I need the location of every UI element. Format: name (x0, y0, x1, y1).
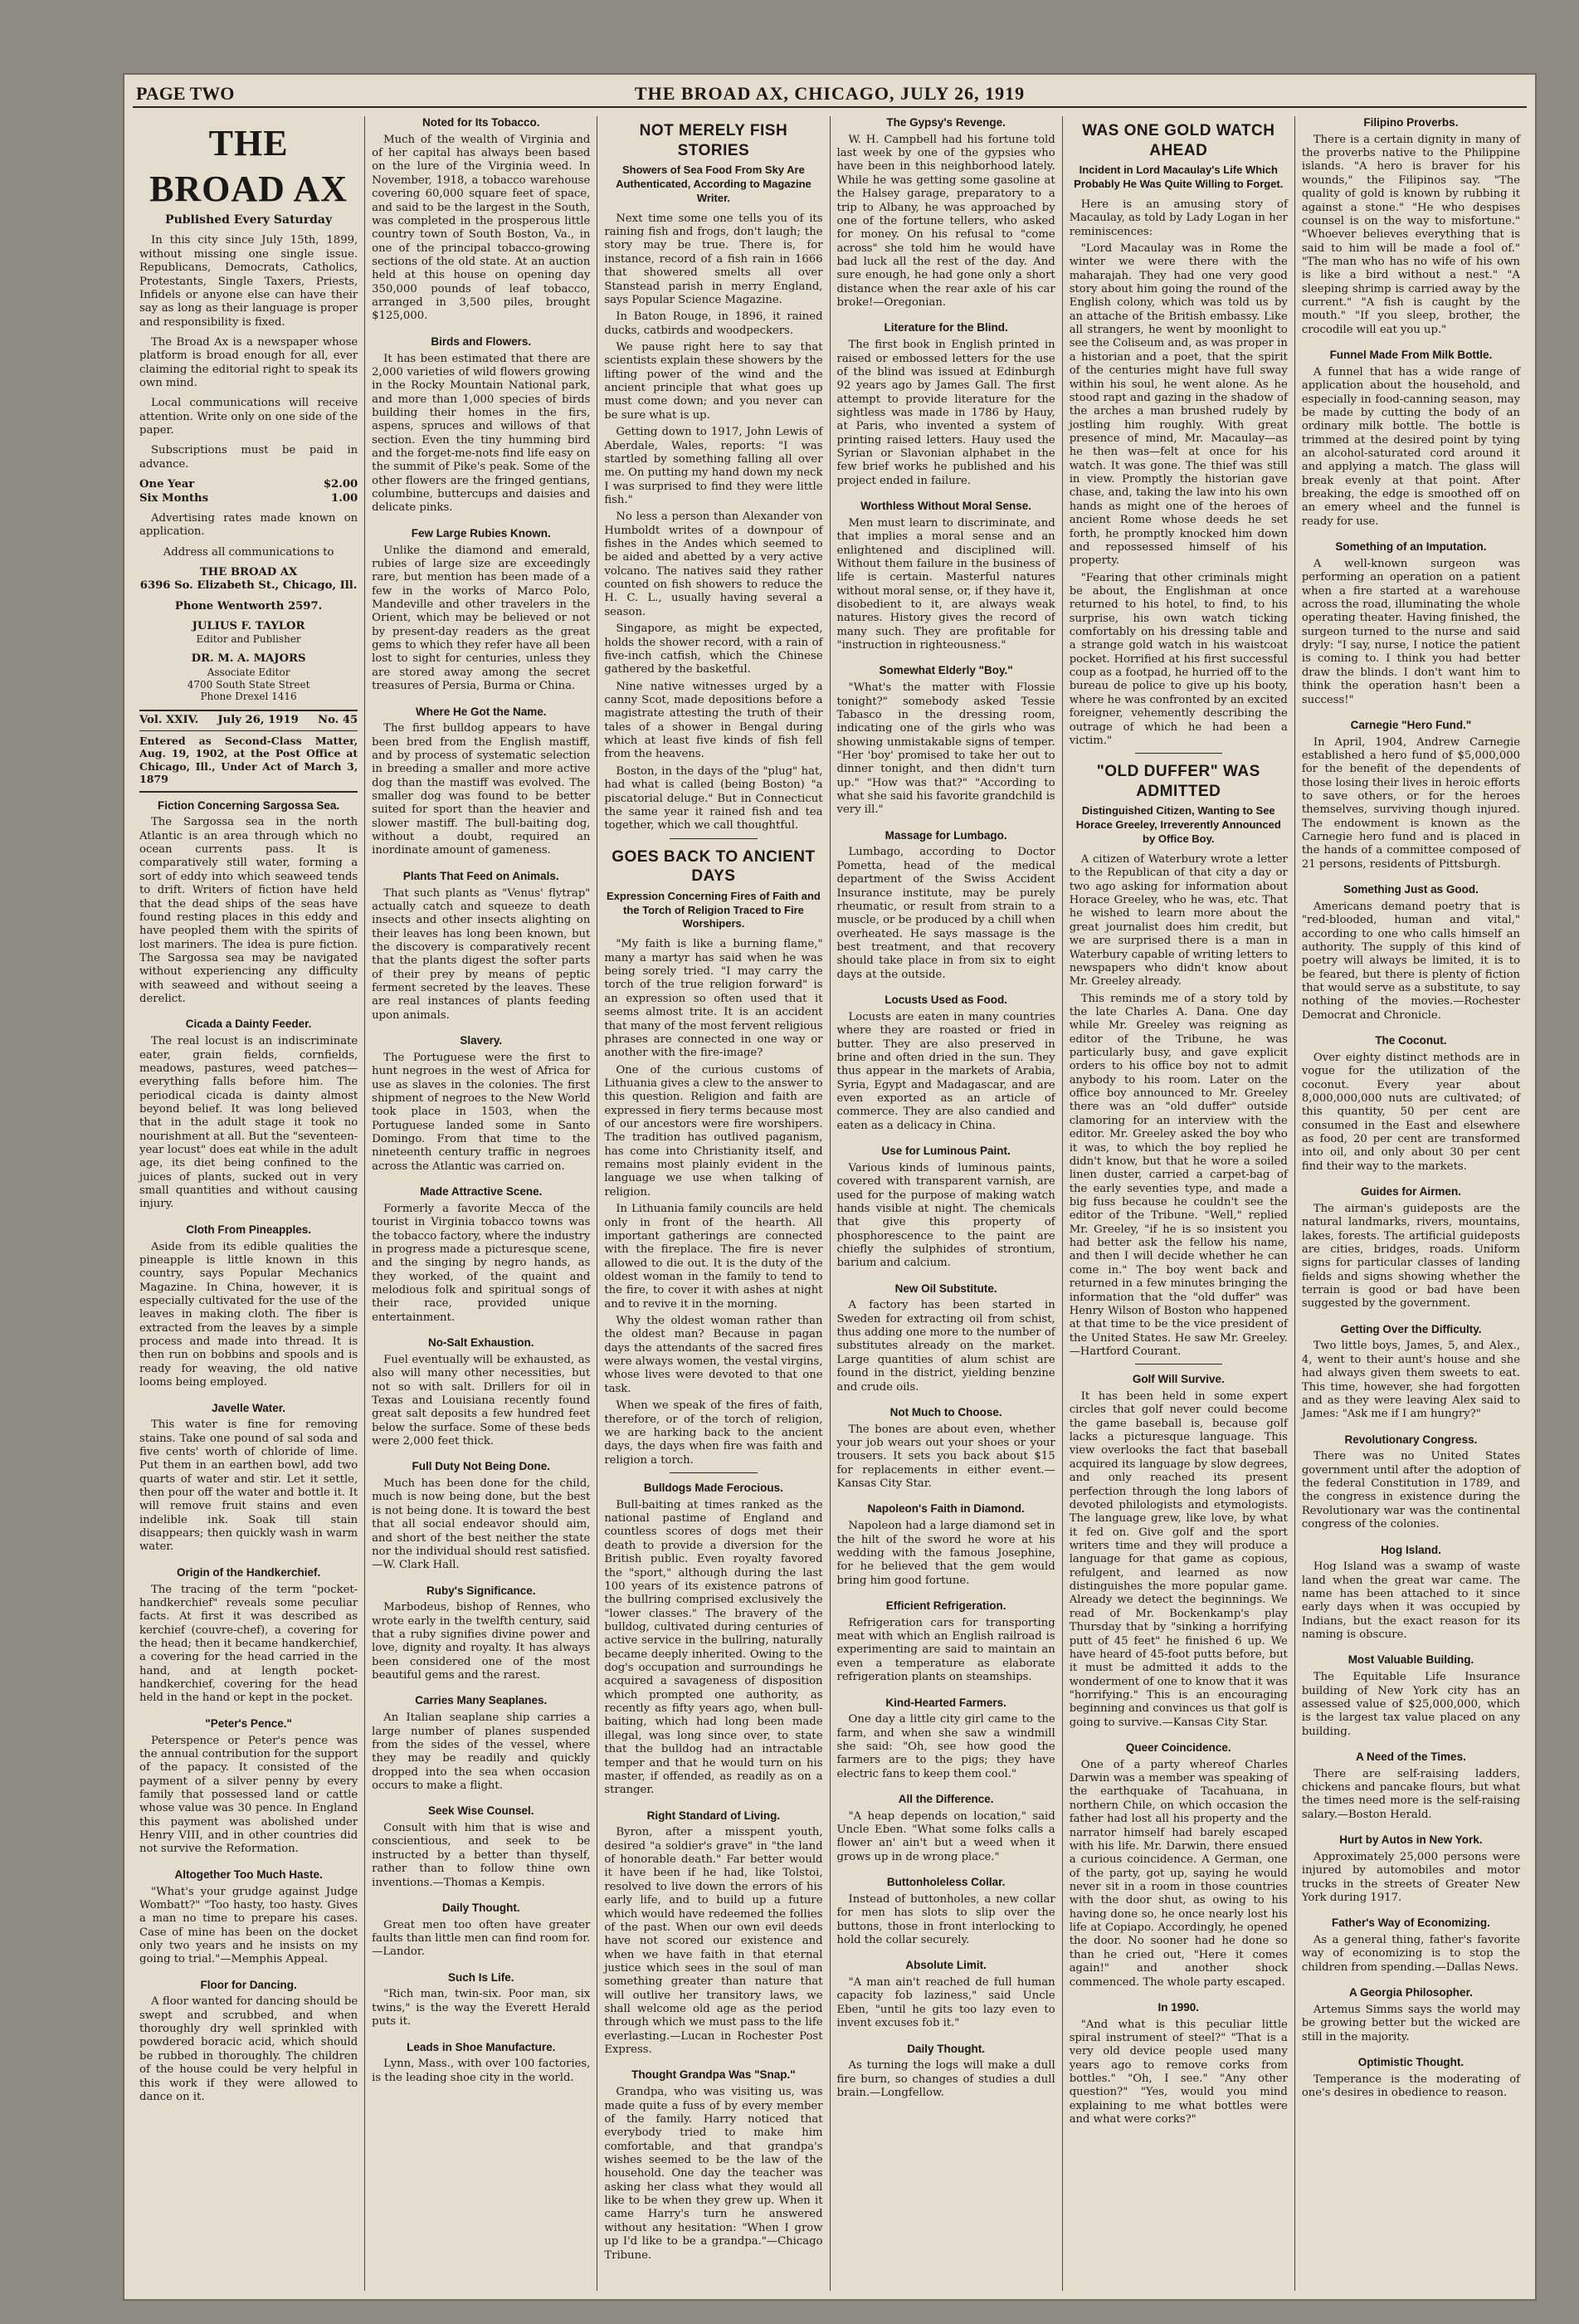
article-text: A factory has been started in Sweden for extracting oil from schist, thus adding one more to the number of substitutes already on the market. Large quantities of alum schist are found in the district, yielding benzine and crude oils. (836, 1299, 1055, 1394)
postal-entry: Entered as Second-Class Matter, Aug. 19, 1902, at the Post Office at Chicago, Ill., Under Act of March 3, 1879 (139, 735, 358, 793)
article-title: Literature for the Blind. (884, 321, 1008, 334)
article-title: Cloth From Pineapples. (186, 1223, 311, 1236)
article-title: Such Is Life. (447, 1970, 514, 1984)
article-text: "Rich man, twin-six. Poor man, six twins," is the way the Everett Herald puts it. (372, 1988, 591, 2029)
article (1302, 349, 1520, 529)
article-title: Not Much to Choose. (889, 1405, 1002, 1418)
editor-block (139, 620, 358, 646)
headline-deck: Showers of Sea Food From Sky Are Authenticated, According to Magazine Writer. (616, 164, 811, 204)
article-title: Plants That Feed on Animals. (402, 869, 559, 882)
article-text: Much of the wealth of Virginia and of her capital has always been based on the lure of the Virginia weed. In November, 1918, a tobacco warehouse covering 60,000 square feet of space, and said to be the largest in the South, was completed in the prosperous little country town of South Boston, Va., in one of the principal tobacco-growing sections of the old state. At an auction held at this house on opening day 350,000 pounds of leaf tobacco, arranged in 3,500 piles, brought $125,000. (372, 133, 591, 323)
article (1302, 1433, 1520, 1532)
article-paragraph: Here is an amusing story of Macaulay, as told by Lady Logan in her reminiscences: (1069, 198, 1288, 238)
column-1 (133, 116, 365, 2291)
article-text: Hog Island was a swamp of waste land when the great war came. The name has been attached to it since early days when it was occupied by Indians, but the exact reason for its naming is obscure. (1301, 1560, 1521, 1642)
article-title: Daily Thought. (907, 2042, 985, 2055)
article-text: A funnel that has a wide range of application about the household, and especially in food-canning season, may be made by cutting the body of an ordinary milk bottle. The bottle is trimmed at the desired point by tying an alcohol-saturated cord around it and applying a match. The glass will break evenly at that point. After breaking, the edge is smoothed off on an emery wheel and the funnel is ready for use. (1301, 365, 1521, 528)
volume: Vol. XXIV. (139, 714, 199, 727)
article-title: Efficient Refrigeration. (885, 1599, 1006, 1612)
article-body (604, 212, 822, 833)
article-title: Slavery. (460, 1034, 503, 1047)
article-text: Lynn, Mass., with over 100 factories, is the leading shoe city in the world. (372, 2058, 591, 2084)
article (1302, 719, 1520, 872)
article-text: Approximately 25,000 persons were injured by automobiles and motor trucks in the streets of Greater New York during 1917. (1301, 1850, 1521, 1904)
article-title: Right Standard of Living. (646, 1809, 781, 1822)
article-text: Consult with him that is wise and conscientious, and seek to be instructed by a better than thyself, rather than to follow thine own inventions.—Thomas a Kempis. (372, 1822, 591, 1889)
article (1302, 1750, 1520, 1822)
article-text: "What's your grudge against Judge Wombatt?" "Too hasty, too hasty. Gives a man no time to prepare his cases. Case of mine has been on the docket only two years and he insists on my going to trial."—Memphis Appeal. (139, 1885, 358, 1966)
article-text: Over eighty distinct methods are in vogue for the utilization of the coconut. Every year about 8,000,000,000 nuts are cultivated; of this quantity, 50 per cent are consumed in the East and elsewhere as food, 20 per cent are transformed into oil, and only about 30 per cent find their way to the markets. (1301, 1051, 1521, 1173)
article (1302, 1544, 1520, 1643)
columns (133, 116, 1527, 2291)
address-name: THE BROAD AX (199, 566, 298, 579)
article (604, 1809, 822, 2058)
article-text: Americans demand poetry that is "red-blooded, human and vital," according to one who calls himself an authority. The supply of this kind of poetry will always be limited, it is to be feared, but there is plenty of fiction that would serve as a substitute, to say nothing of the movies.—Rochester Democrat and Chronicle. (1301, 900, 1521, 1022)
column-4 (831, 116, 1063, 2291)
article-title: Origin of the Handkerchief. (176, 1565, 321, 1579)
article (1302, 1833, 1520, 1905)
article (837, 994, 1055, 1133)
article-paragraph: A citizen of Waterbury wrote a letter to the Republican of that city a day or two ago asking for information about Horace Greeley, who he was, etc. That he wished to learn more about the great journalist does him credit, but we are surprised there is a man in Waterbury capable of writing letters to newspapers who didn't know about Mr. Greeley already. (1069, 853, 1288, 989)
article-text: Bull-baiting at times ranked as the national pastime of England and countless scores of dogs met their death to provide a diversion for the British public. Even royalty favored the "sport," although during the last 100 years of its existence patrons of the bullring comprised exclusively the "lower classes." The bravery of the bulldog, cultivated during centuries of active service in the bullring, naturally became deeply inherited. Owing to the dog's occupation and surroundings he acquired a savageness of disposition which prompted one authority, as recently as fifty years ago, when bull-baiting, which had long been made illegal, was long since over, to state that the bulldog had an intractable temper and that he would turn on his master, if offended, as readily as on a stranger. (604, 1498, 823, 1797)
headline: WAS ONE GOLD WATCH AHEAD (1082, 122, 1275, 159)
article-text: Artemus Simms says the world may be growing better but the wicked are still in the majority. (1301, 2003, 1521, 2043)
article-title: Seek Wise Counsel. (428, 1804, 534, 1818)
article-paragraph: No less a person than Alexander von Humboldt writes of a downpour of fishes in the Andes which seemed to be aided and abetted by a very active volcano. The natives said they rather counted on fish showers to reduce the H. C. L., usually having several a season. (604, 510, 823, 618)
article (837, 1599, 1055, 1685)
article-title: The Coconut. (1375, 1034, 1447, 1047)
article-text: As a general thing, father's favorite way of economizing is to stop the children from spending.—Dallas News. (1301, 1934, 1521, 1974)
masthead-title: THE BROAD AX (149, 123, 348, 209)
article-title: Something Just as Good. (1343, 883, 1479, 896)
article-paragraph: Singapore, as might be expected, holds the shower record, with a rain of five-inch catfish, which the Chinese gathered by the basketful. (604, 622, 823, 676)
article-title: Locusts Used as Food. (885, 994, 1007, 1007)
article (1302, 1916, 1520, 1975)
headline: NOT MERELY FISH STORIES (639, 122, 788, 159)
article-title: Getting Over the Difficulty. (1340, 1322, 1482, 1335)
article-title: Fiction Concerning Sargossa Sea. (158, 798, 340, 812)
article-text: There are self-raising ladders, chickens and pancake flours, but what the times need more is the self-raising salary.—Boston Herald. (1301, 1767, 1521, 1821)
article-text: This water is fine for removing stains. Take one pound of sal soda and five cents' worth of chloride of lime. Put them in an earthen bowl, add two quarts of water and stir. Let it settle, then pour off the water and bottle it. It will remove fruit stains and even indelible ink. Soak till stain disappears; then quickly wash in warm water. (139, 1418, 358, 1554)
article-text: Fuel eventually will be exhausted, as also will many other necessities, but not so with salt. Drillers for oil in Texas and Louisiana recently found great salt deposits a few hundred feet below the surface. Some of these beds were 2,000 feet thick. (372, 1353, 591, 1448)
article (1302, 1185, 1520, 1311)
article (372, 1971, 590, 2029)
article (139, 1717, 358, 1857)
article-text: The Portuguese were the first to hunt negroes in the west of Africa for use as slaves in the colonies. The first shipment of negroes to the New World took place in 1503, when the Portuguese landed some in Santo Domingo. From that time to the nineteenth century traffic in negroes across the Atlantic was carried on. (372, 1051, 591, 1173)
article (1302, 540, 1520, 707)
address-street: 6396 So. Elizabeth St., Chicago, Ill. (139, 579, 358, 593)
issue-date: July 26, 1919 (217, 714, 299, 727)
article-text: There was no United States government until after the adoption of the federal Constitution in 1789, and the congress in existence during the Revolutionary war was the continental congress of the colonies. (1301, 1450, 1521, 1531)
article-list (1070, 1373, 1288, 2126)
masthead-paragraph: The Broad Ax is a newspaper whose platform is broad enough for all, ever claiming the editorial right to speak its own mind. (139, 335, 358, 390)
article-text: Temperance is the moderating of one's desires in obedience to reason. (1301, 2073, 1521, 2099)
article-title: Floor for Dancing. (200, 1978, 297, 1991)
article (372, 1694, 590, 1793)
issue-number: No. 45 (318, 714, 358, 727)
article-text: Lumbago, according to Doctor Pometta, head of the medical department of the Swiss Accident Insurance institute, may be purely rheumatic, or result from strain to a muscle, or be produced by a chill when overheated. He says massage is the best treatment, and that recovery should take place in from six to eight days at the outside. (836, 846, 1055, 981)
article-title: Massage for Lumbago. (885, 828, 1007, 842)
article-title: "Peter's Pence." (205, 1716, 292, 1730)
article-title: Buttonholeless Collar. (886, 1876, 1006, 1889)
article-title: Kind-Hearted Farmers. (885, 1696, 1006, 1709)
article (372, 116, 590, 324)
article-text: "And what is this peculiar little spiral instrument of steel?" "That is a very old device people used many years ago to remove corks from bottles." "Oh, I see." "Any other question?" "Yes, would you mind explaining to me what bottles were and what were corks?" (1069, 2018, 1288, 2126)
article (1070, 1741, 1288, 1990)
article (837, 116, 1055, 310)
column-6 (1295, 116, 1527, 2291)
article-title: Daily Thought. (441, 1901, 520, 1914)
article (1302, 1653, 1520, 1739)
article-title: Javelle Water. (212, 1401, 285, 1414)
article (1302, 1034, 1520, 1174)
article-title: Leads in Shoe Manufacture. (407, 2040, 556, 2053)
article-paragraph: This reminds me of a story told by the late Charles A. Dana. One day while Mr. Greeley was reigning as editor of the Tribune, he was particularly busy, and gave explicit orders to his office boy not to admit anybody to his room. Later on the office boy announced to Mr. Greeley there was an "old duffer" outside clamoring for an interview with the editor. Mr. Greeley asked the boy who it was, to which the boy replied he didn't know, but that he wore a soiled linen duster, carried a carpet-bag of the early seventies type, and made a big fuss because he couldn't see the editor of the Tribune. "Well," replied Mr. Greeley, "if he is so insistent you had better ask the fellow his name, and then I will decide whether he can come in." The boy went back and returned in a few minutes bringing the information that the "old duffer" was Henry Wilson of Boston who happened at that time to be the vice president of the United States. He saw Mr. Greeley.—Hartford Courant. (1069, 992, 1288, 1358)
article-body (1070, 853, 1288, 1359)
article-text: Much has been done for the child, much is now being done, but the best is not being done. It is toward the best that all social endeavor should aim, and short of the best neither the state nor the individual should rest satisfied.—W. Clark Hall. (372, 1477, 591, 1572)
article-text: The first book in English printed in raised or embossed letters for the use of the blind was issued at Edinburgh 92 years ago by James Gall. The first attempt to provide literature for the sightless was made in 1786 by Hauy, at Paris, who invented a system of printing raised letters. Hauy used the Syrian or Slavonian alphabet in the few brief works he published and his project ended in failure. (836, 339, 1055, 487)
article-text: Two little boys, James, 5, and Alex., 4, went to their aunt's house and she had always given them sweets to eat. This time, however, she had forgotten and as they were leaving Alex said to James: "Ask me if I am hungry?" (1301, 1340, 1521, 1421)
article (604, 2068, 822, 2262)
divider (670, 1472, 757, 1473)
article-text: W. H. Campbell had his fortune told last week by one of the gypsies who have been in this neighborhood lately. While he was getting some gasoline at the Halsey garage, preparatory to a trip to Albany, he was approached by one of the fortune tellers, who asked for money. On his refusal to "come across" she told him he would have bad luck all the rest of the day. And sure enough, he had gone only a short distance when the rear axle of his car broke!—Oregonian. (836, 133, 1055, 310)
article (837, 829, 1055, 982)
article-title: Guides for Airmen. (1360, 1185, 1461, 1199)
article-title: Absolute Limit. (905, 1959, 987, 1972)
article (837, 1697, 1055, 1782)
article-paragraph: We pause right here to say that scientists explain these showers by the lifting power of the wind and the ancient principle that what goes up must come down; and you never can be sure what is up. (604, 341, 823, 422)
associate-editor-phone: Phone Drexel 1416 (200, 691, 297, 703)
article (372, 1902, 590, 1960)
associate-editor-block (139, 652, 358, 703)
masthead-info (139, 234, 358, 613)
article-title: Worthless Without Moral Sense. (860, 500, 1032, 513)
article-text: The Equitable Life Insurance building of New York city has an assessed value of $25,000,000, which is the largest tax value placed on any building. (1301, 1671, 1521, 1738)
article-text: Various kinds of luminous paints, covered with transparent varnish, are used for the purpose of making watch hands visible at night. The chemicals that give this property of phosphorescence to the paint are chiefly the sulphides of strontium, barium and calcium. (836, 1161, 1055, 1270)
article-text: There is a certain dignity in many of the proverbs native to the Philippine islands. "A hero is braver for his wounds," the Filipinos say. "The quality of gold is known by rubbing it against a stone." "He who despises counsel is on the way to misfortune." "Whoever believes everything that is said to him will be made a fool of." "The man who has no wife of his own is like a bird without a nest." "A sleeping shrimp is carried away by the current." "A fish is caught by the mouth." "If you sleep, brother, the crocodile will eat you up." (1301, 133, 1521, 336)
divider (670, 838, 757, 839)
associate-editor-title: Associate Editor (207, 666, 290, 678)
article-paragraph: "My faith is like a burning flame," many a martyr has said when he was being sorely tried. "I may carry the torch of the true religion forward" is an expression so often used that it seems almost trite. It is an accident that many of the most fervent religious phrases are connected in one way or another with the fire-image? (604, 938, 823, 1060)
newspaper-dateline: THE BROAD AX, CHICAGO, JULY 26, 1919 (634, 83, 1026, 104)
article-title: Thought Grandpa Was "Snap." (631, 2068, 796, 2082)
article (1302, 2056, 1520, 2100)
article-text: A floor wanted for dancing should be swept and scrubbed, and when thoroughly dry well sprinkled with powdered boracic acid, which should be rubbed in thoroughly. The children of the house could be very helpful in this work if they were allowed to dance on it. (139, 1995, 358, 2103)
masthead-paragraph: Subscriptions must be paid in advance. (139, 444, 358, 471)
article-text: Formerly a favorite Mecca of the tourist in Virginia tobacco towns was the tobacco factory, where the industry in progress made a picturesque scene, and the singing by negro hands, as they worked, of the quaint and melodious folk and spiritual songs of their race, provided unique entertainment. (372, 1202, 591, 1324)
article-text: "A man ain't reached de full human capacity fob laziness," said Uncle Eben, "until he gits too lazy even to invent excuses fob it." (836, 1976, 1055, 2030)
article-title: Made Attractive Scene. (420, 1185, 543, 1199)
article-text: Unlike the diamond and emerald, rubies of large size are exceedingly rare, but mention has been made of a few in the works of Marco Polo, Mandeville and other travelers in the Orient, which may be believed or not by present-day readers as the great gems to which they refer have all been lost to sight for centuries, unless they are stored away among the secret treasures of Persia, Burma or China. (372, 544, 591, 693)
article-title: Funnel Made From Milk Bottle. (1329, 349, 1493, 362)
article-title: A Georgia Philosopher. (1349, 1986, 1473, 1999)
article-paragraph: In Lithuania family councils are held only in front of the hearth. All important gatherings are connected with the fireplace. The fire is never allowed to die out. It is the duty of the oldest woman in the family to tend to the fire, to cover it with ashes at night and to revive it in the morning. (604, 1203, 823, 1311)
divider (1135, 753, 1222, 754)
article-text: Men must learn to discriminate, and that implies a moral sense and an enlightened and disciplined will. Without them failure in the business of life is certain. Masterful natures without moral sense, or, if they have it, disobedient to it, are always weak natures. History gives the record of many such. They are profitable for "instruction in righteousness." (836, 516, 1055, 652)
editor-name: JULIUS F. TAYLOR (192, 620, 305, 633)
article-paragraph: Nine native witnesses urged by a canny Scot, made depositions before a magistrate attesting the truth of their tales of a shower in Bengal during which at least five kinds of fish fell from the heavens. (604, 680, 823, 761)
article-text: The airman's guideposts are the natural landmarks, rivers, mountains, lakes, forests. The artificial guideposts are cities, bridges, roads. Uniform signs for particular classes of landing fields and signs showing whether the terrain is good or bad have been suggested by the government. (1301, 1202, 1521, 1311)
article (837, 1145, 1055, 1271)
article-text: An Italian seaplane ship carries a large number of planes suspended from the sides of the vessel, where they may be readily and quickly dropped into the sea when occasion occurs to make a flight. (372, 1711, 591, 1793)
editor-title: Editor and Publisher (196, 633, 301, 646)
article-title: Altogether Too Much Haste. (174, 1868, 323, 1881)
rate-row: One Year $2.00 (139, 478, 358, 491)
article-paragraph: Getting down to 1917, John Lewis of Aberdale, Wales, reports: "I was startled by something falling all over me. On putting my hand down my neck I was surprised to find they were little fish." (604, 426, 823, 506)
article-text: The real locust is an indiscriminate eater, grain fields, cornfields, meadows, pastures, weed patches—everything falls before him. The periodical cicada is dainty almost beyond belief. It was long believed that in the adult stage it took no nourishment at all. But the "seventeen-year locust" does eat while in the adult age, its diet being confined to the juices of plants, sucked out in very small quantities and without causing injury. (139, 1035, 358, 1211)
article-title: Birds and Flowers. (431, 334, 532, 348)
article (372, 335, 590, 515)
article (372, 2041, 590, 2085)
volume-bar (139, 710, 358, 730)
article (837, 1876, 1055, 1947)
article (837, 1959, 1055, 2030)
article-text: Great men too often have greater faults than little men can find room for.—Landor. (372, 1918, 591, 1959)
article-title: Bulldogs Made Ferocious. (643, 1482, 783, 1494)
article-title: A Need of the Times. (1356, 1750, 1466, 1763)
article-title: Few Large Rubies Known. (411, 526, 551, 540)
article-text: Napoleon had a large diamond set in the hilt of the sword he wore at his wedding with the famous Josephine, for he believed that the gem would bring him good fortune. (836, 1520, 1055, 1587)
article-text: The tracing of the term "pocket-handkerchief" reveals some peculiar facts. At first it was described as kerchief (couvre-chef), a covering for the head; then it became handkerchief, a covering for the head carried in the hand, and at length pocket-handkerchief, covering for the head held in the hand or kept in the pocket. (139, 1583, 358, 1705)
article (837, 321, 1055, 488)
article-title: Father's Way of Economizing. (1331, 1916, 1490, 1930)
rate-row: Six Months 1.00 (139, 491, 358, 505)
article-title: Where He Got the Name. (415, 705, 547, 718)
newspaper-page (124, 75, 1535, 2299)
article (372, 706, 590, 858)
article (837, 664, 1055, 817)
article-title: Use for Luminous Paint. (881, 1145, 1011, 1158)
article-paragraph: Boston, in the days of the "plug" hat, had what is called (being Boston) "a piscatorial deluge." But in Connecticut the same year it rained fish and tea together, which we call thoughtful. (604, 764, 823, 832)
article-title: All the Difference. (898, 1793, 994, 1806)
article-text: Instead of buttonholes, a new collar for men has slots to slip over the buttons, those in front interlocking to hold the collar securely. (836, 1892, 1055, 1947)
article-title: Carnegie "Hero Fund." (1350, 718, 1472, 731)
article-text: One of a party whereof Charles Darwin was a member was speaking of the earthquake of Tacahuana, in northern Chile, on which occasion the father had lost all his property and the narrator himself had barely escaped with his life. Mr. Darwin, there ensued a curious coincidence. A German, one of the party, got up, saying he would never sit in a room in those countries with the door shut, as owing to his having done so, he once nearly lost his life at Copiapo. Accordingly, he opened the door. No sooner had he done so than he cried out, "Here it comes again!" and another shock commenced. The whole party escaped. (1069, 1758, 1288, 1989)
headline-deck: Incident in Lord Macaulay's Life Which Probably He Was Quite Willing to Forget. (1074, 164, 1284, 190)
article (1070, 1373, 1288, 1730)
article-title: Hurt by Autos in New York. (1339, 1833, 1483, 1847)
article-title: Optimistic Thought. (1357, 2055, 1464, 2068)
article-text: Marbodeus, bishop of Rennes, who wrote early in the twelfth century, said that a ruby signifies divine power and love, dignity and royalty. It has always been considered one of the most beautiful gems and the rarest. (372, 1601, 591, 1682)
article-text: That such plants as "Venus' flytrap" actually catch and squeeze to death insects and other insects alighting on their leaves has long been known, but the discovery is comparatively recent that the plants digest the softer parts of their prey by means of peptic ferment secreted by the leaves. These are real instances of plants feeding upon animals. (372, 886, 591, 1022)
article (139, 1868, 358, 1967)
article (837, 1793, 1055, 1864)
divider (1135, 1364, 1222, 1365)
article (1070, 2001, 1288, 2127)
column-5 (1063, 116, 1295, 2291)
article-text: Locusts are eaten in many countries where they are roasted or fried in butter. They are also preserved in brine and often dried in the sun. They thus appear in the markets of Arabia, Syria, Egypt and Madagascar, and are even exported as an article of commerce. They are also candied and eaten as a delicacy in China. (836, 1010, 1055, 1132)
article (604, 1482, 822, 1798)
article-title: Golf Will Survive. (1132, 1373, 1225, 1386)
article (837, 2043, 1055, 2101)
article-text: As turning the logs will make a dull fire burn, so changes of studies a dull brain.—Longfellow. (836, 2059, 1055, 2099)
article-title: Napoleon's Faith in Diamond. (867, 1502, 1025, 1516)
headline-deck: Expression Concerning Fires of Faith and the Torch of Religion Traced to Fire Worshipers. (606, 889, 821, 930)
article-title: New Oil Substitute. (894, 1282, 997, 1295)
article (372, 1804, 590, 1890)
article-text: The first bulldog appears to have been bred from the English mastiff, and by process of systematic selection in breeding a smaller and more active dog than the mastiff was evolved. The smaller dog was found to be better suited for sport than the heavier and slower mastiff. The bull-baiting dog, without a doubt, required an inordinate amount of gameness. (372, 722, 591, 857)
article-title: Revolutionary Congress. (1344, 1433, 1478, 1446)
article-title: No-Salt Exhaustion. (428, 1336, 534, 1350)
headline: GOES BACK TO ANCIENT DAYS (612, 847, 816, 886)
article-paragraph: Next time some one tells you of its raining fish and frogs, don't laugh; the story may be true. There is, for instance, record of a fish rain in 1666 that showered smelts all over Stanstead parish in merry England, says Popular Science Magazine. (604, 212, 823, 306)
article (372, 1034, 590, 1174)
article-text: Grandpa, who was visiting us, was made quite a fuss of by every member of the family. Harry noticed that everybody tried to make him comfortable, and that grandpa's wishes seemed to be the law of the household. One day the teacher was asking her class what they would all like to be when they grew up. When it came Harry's turn he answered without any hesitation: "When I grow up I'd like to be a grandpa."—Chicago Tribune. (604, 2086, 823, 2262)
article-text: Byron, after a misspent youth, desired "a soldier's grave" in "the land of honorable death." Far better would it have been if he had, like Tolstoi, resolved to live down the errors of his early life, and to build up a future which would have redeemed the follies of the past. When our own evil deeds have not scored our existence and when we have faith in that eternal justice which sees in the soul of man something greater than nature that will outlive her transitory laws, we shall welcome old age as the period through which we must pass to the life everlasting.—Lucan in Rochester Post Express. (604, 1826, 823, 2057)
masthead-paragraph: In this city since July 15th, 1899, without missing one single issue. Republicans, Democrats, Catholics, Protestants, Single Taxers, Priests, Infidels or anyone else can have their say as long as their language is proper and responsibility is fixed. (139, 234, 358, 329)
article-text: It has been held in some expert circles that golf never could become the game baseball is, because golf lacks a picturesque language. This view overlooks the fact that baseball acquired its language by slow degrees, and only reached its present perfection through the long labors of devoted philologists and etymologists. The language grew, like love, by what it fed on. Give golf and the sport writers time and they will produce a language for that game as copious, refulgent, and learned as now distinguishes the more popular game. Already we detect the beginnings. We read of Mr. Bockenkamp's play Thursday that by "sinking a horrifying putt of 45 feet" he finished 6 up. We have heard of 45-foot putts before, but it must be admitted it adds to the wonderment of one to know that it was "horrifying." This is an encouraging beginning and convinces us that golf is going to survive.—Kansas City Star. (1069, 1390, 1288, 1729)
article (372, 1185, 590, 1325)
page-number: PAGE TWO (136, 83, 235, 104)
article-paragraph: "Lord Macaulay was in Rome the winter we were there with the maharajah. They had one very good story about him going the round of the English colony, which was told us by an attache of the British embassy. Like all strangers, he went by moonlight to see the Coliseum and, as was proper in a historian and a poet, that the spirit of the centuries might have full sway within his soul, he went alone. As he stood rapt and gazing in the shadow of the arches a man brushed rudely by jostling him roughly. With great presence of mind, Mr. Macaulay—as he then was—felt at once for his watch. It was gone. The thief was still in view. Promptly the historian gave chase, and, taking the law into his own hands as might one of the heroes of ancient Rome whose deeds he set forth, he promptly knocked him down and repossessed himself of his property. (1069, 242, 1288, 568)
article-paragraph: One of the curious customs of Lithuania gives a clew to the answer to this question. Religion and faith are expressed in fiery terms because most of our ancestors were fire worshipers. The tradition has outlived paganism, has come into Christianity itself, and remains most plainly evident in the language we use when talking of religion. (604, 1063, 823, 1199)
article (139, 799, 358, 1007)
article-text: A well-known surgeon was performing an operation on a patient when a fire started at a warehouse across the road, illuminating the whole operating theater. Having finished, the surgeon turned to the nurse and said dryly: "I say, nurse, I notice the patient is coming to. I think you had better draw the blinds. I don't want him to think the operation hasn't been a success!" (1301, 557, 1521, 706)
article-title: Queer Coincidence. (1125, 1741, 1231, 1755)
article (1302, 116, 1520, 337)
article (1302, 1323, 1520, 1422)
article-text: "What's the matter with Flossie tonight?" somebody asked Tessie Tabasco in the dressing room, indicating one of the girls who was showing unmistakable signs of temper. "Her 'boy' promised to take her out to dinner tonight, and then didn't turn up." "How was that?" "According to what she said his favorite grandchild is very ill." (836, 681, 1055, 817)
article (139, 1566, 358, 1706)
article-body (1070, 198, 1288, 748)
associate-editor-name: DR. M. A. MAJORS (191, 652, 306, 666)
article-text: Aside from its edible qualities the pineapple is little known in this country, says Popular Mechanics Magazine. In China, however, it is especially cultivated for the use of the leaves in making cloth. The fiber is extracted from the leaves by a simple process and made into thread. It is then run on bobbins and spools and is ready for weaving, the old native looms being employed. (139, 1240, 358, 1389)
masthead-subtitle: Published Every Saturday (165, 213, 333, 227)
article (372, 1460, 590, 1572)
article (372, 527, 590, 694)
article-title: Somewhat Elderly "Boy." (879, 664, 1013, 677)
article-title: Noted for Its Tobacco. (422, 116, 540, 129)
article-title: Hog Island. (1381, 1543, 1441, 1556)
column-2 (365, 116, 597, 2291)
article (139, 1979, 358, 2105)
article-paragraph: In Baton Rouge, in 1896, it rained ducks, catbirds and woodpeckers. (604, 310, 823, 337)
article-paragraph: When we speak of the fires of faith, therefore, or of the torch of religion, we are harking back to the ancient days, the days when fire was faith and religion a torch. (604, 1399, 823, 1467)
masthead-paragraph: Local communications will receive attention. Write only on one side of the paper. (139, 397, 358, 437)
article-text: Peterspence or Peter's pence was the annual contribution for the support of the papacy. It consisted of the payment of a silver penny by every family that possessed land or cattle whose value was 30 pence. In England this payment was abolished under Henry VIII, and in other countries did not survive the Reformation. (139, 1734, 358, 1856)
article-text: One day a little city girl came to the farm, and when she saw a windmill she said: "Oh, see how good the farmers are to the pigs; they have electric fans to keep them cool." (836, 1713, 1055, 1780)
article (139, 1223, 358, 1390)
article-title: Filipino Proverbs. (1363, 116, 1459, 129)
advertising-note: Advertising rates made known on application. (139, 511, 358, 539)
article-paragraph: "Fearing that other criminals might be about, the Englishman at once returned to his hotel, to find, to his surprise, his own watch ticking comfortably on his dressing table and a strange gold watch in his waistcoat pocket. Horrified at his first successful coup as a footpad, he hurried off to the bureau de police to give up his booty, where he was confronted by an excited foreigner, vehemently describing the outrage of which he had been a victim." (1069, 571, 1288, 747)
article-text: It has been estimated that there are 2,000 varieties of wild flowers growing in the Rocky Mountain National park, and more than 1,000 species of birds building their homes in the firs, aspens, spruces and willows of that section. Even the tiny humming bird and the forget-me-nots find life easy on the summit of Pike's peak. Some of the other flowers are the fringed gentians, columbine, buttercups and daisies and delicate pinks. (372, 352, 591, 515)
article-text: "A heap depends on location," said Uncle Eben. "What some folks calls a flower an' ain't but a weed when it grows up in de wrong place." (836, 1809, 1055, 1863)
article-title: Cicada a Dainty Feeder. (185, 1018, 312, 1031)
article (139, 1018, 358, 1211)
associate-editor-address: 4700 South State Street (187, 678, 310, 691)
article-title: Ruby's Significance. (426, 1584, 536, 1597)
article (837, 1282, 1055, 1394)
article-title: Full Duty Not Being Done. (412, 1460, 550, 1473)
article-title: Carries Many Seaplanes. (415, 1694, 548, 1707)
article (1302, 1986, 1520, 2044)
article-title: Something of an Imputation. (1335, 540, 1487, 554)
address-intro: Address all communications to (163, 545, 334, 559)
article-title: In 1990. (1157, 2000, 1200, 2014)
article (139, 1402, 358, 1555)
headline-deck: Distinguished Citizen, Wanting to See Horace Greeley, Irreverently Announced by Office Boy. (1075, 804, 1281, 846)
article (1302, 883, 1520, 1023)
article (837, 1502, 1055, 1588)
article-text: Refrigeration cars for transporting meat with which an English railroad is experimenting are said to maintain an even a temperature as elaborate refrigeration plants on steamships. (836, 1616, 1055, 1684)
headline: "OLD DUFFER" WAS ADMITTED (1096, 763, 1260, 800)
article-text: The bones are about even, whether your job wears out your shoes or your trousers. It sets you back about $15 for replacements in either event.—Kansas City Star. (836, 1423, 1055, 1491)
article-title: The Gypsy's Revenge. (886, 116, 1006, 129)
article-text: The Sargossa sea in the north Atlantic is an area through which no ocean currents pass. It is comparatively still water, forming a sort of eddy into which seaweed tends to drift. Writers of fiction have held that the dead ships of the seas have found resting places in this eddy and have peopled them with the spirits of lost mariners. The idea is pure fiction. The Sargossa sea may be navigated without experiencing any difficulty with seaweed and without seeing a derelict. (139, 816, 358, 1006)
article-text: In April, 1904, Andrew Carnegie established a hero fund of $5,000,000 for the benefit of the dependents of those losing their lives in heroic efforts to save others, or for the heroes themselves, surviving though injured. The endowment is known as the Carnegie hero fund and is placed in the hands of a committee composed of 21 persons, residents of Pittsburgh. (1301, 735, 1521, 871)
phone: Phone Wentworth 2597. (174, 599, 323, 613)
article (372, 1336, 590, 1448)
article (372, 1584, 590, 1683)
article-body (604, 938, 822, 1467)
article-paragraph: Why the oldest woman rather than the oldest man? Because in pagan days the attendants of the sacred fires were always women, the vestal virgins, whose lives were devoted to that one task. (604, 1315, 823, 1395)
article (837, 500, 1055, 652)
article (372, 870, 590, 1023)
article-list (604, 1482, 822, 2263)
article (837, 1406, 1055, 1492)
running-head (133, 81, 1527, 108)
article-title: Most Valuable Building. (1348, 1653, 1474, 1667)
column-3 (597, 116, 830, 2291)
